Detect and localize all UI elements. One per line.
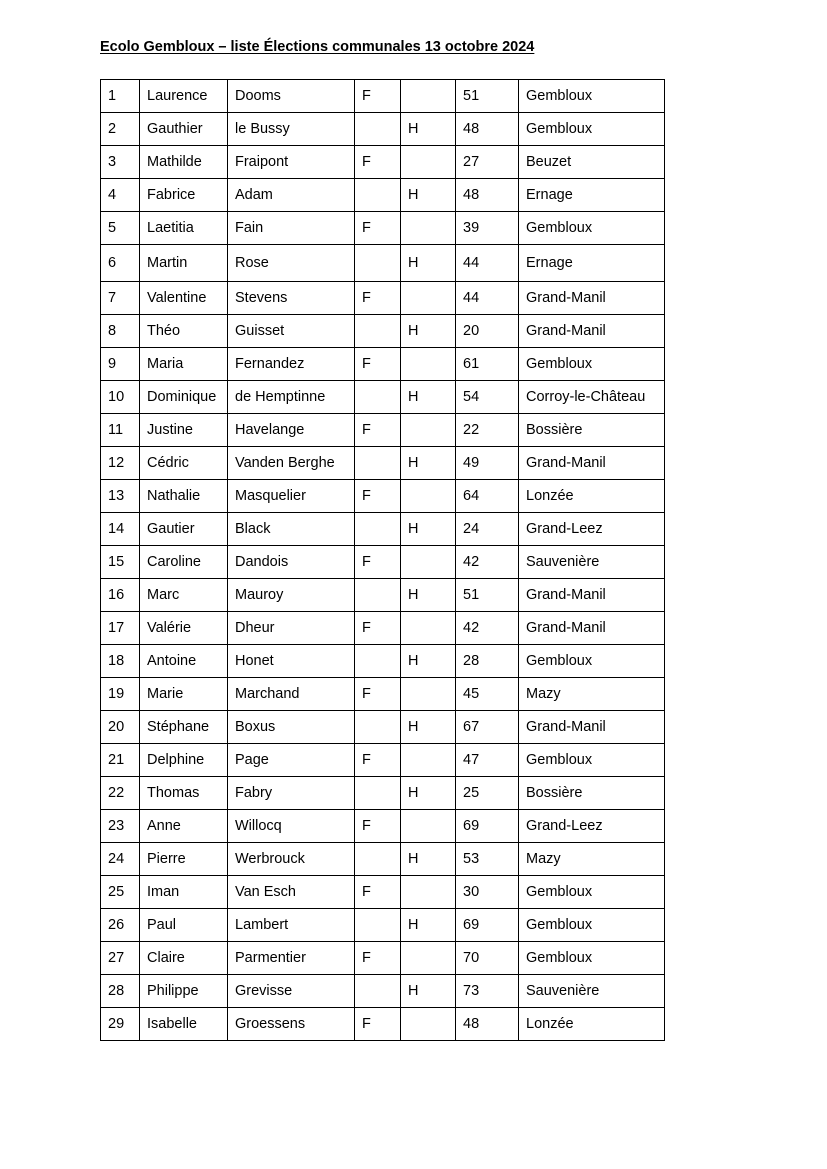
table-row <box>101 843 665 876</box>
gender-h-cell <box>401 612 456 645</box>
gender-h-cell: H <box>401 645 456 678</box>
town-cell: Gembloux <box>519 645 665 678</box>
table-row <box>101 315 665 348</box>
age-cell: 27 <box>456 146 519 179</box>
table-row <box>101 414 665 447</box>
table-row <box>101 546 665 579</box>
candidate-number-cell: 1 <box>101 80 140 113</box>
age-cell: 45 <box>456 678 519 711</box>
age-cell: 24 <box>456 513 519 546</box>
first-name-cell: Stéphane <box>140 711 228 744</box>
table-row <box>101 744 665 777</box>
gender-h-cell <box>401 480 456 513</box>
age-cell: 69 <box>456 810 519 843</box>
last-name-cell: Guisset <box>228 315 355 348</box>
page-title: Ecolo Gembloux – liste Élections communales 13 octobre 2024 <box>100 39 535 55</box>
table-row <box>101 513 665 546</box>
candidate-number-cell: 19 <box>101 678 140 711</box>
town-cell: Mazy <box>519 843 665 876</box>
last-name-cell: Adam <box>228 179 355 212</box>
age-cell: 64 <box>456 480 519 513</box>
gender-f-cell <box>355 315 401 348</box>
last-name-cell: Dooms <box>228 80 355 113</box>
age-cell: 67 <box>456 711 519 744</box>
age-cell: 42 <box>456 546 519 579</box>
gender-f-cell <box>355 711 401 744</box>
first-name-cell: Caroline <box>140 546 228 579</box>
table-row <box>101 179 665 212</box>
town-cell: Gembloux <box>519 744 665 777</box>
gender-f-cell: F <box>355 744 401 777</box>
last-name-cell: Mauroy <box>228 579 355 612</box>
last-name-cell: Fabry <box>228 777 355 810</box>
town-cell: Bossière <box>519 414 665 447</box>
gender-h-cell: H <box>401 513 456 546</box>
gender-h-cell: H <box>401 843 456 876</box>
first-name-cell: Valentine <box>140 282 228 315</box>
age-cell: 28 <box>456 645 519 678</box>
last-name-cell: Groessens <box>228 1008 355 1041</box>
town-cell: Ernage <box>519 179 665 212</box>
first-name-cell: Isabelle <box>140 1008 228 1041</box>
age-cell: 49 <box>456 447 519 480</box>
first-name-cell: Laetitia <box>140 212 228 245</box>
gender-f-cell <box>355 113 401 146</box>
gender-h-cell: H <box>401 179 456 212</box>
gender-h-cell: H <box>401 381 456 414</box>
table-row <box>101 612 665 645</box>
gender-h-cell: H <box>401 245 456 282</box>
town-cell: Bossière <box>519 777 665 810</box>
gender-f-cell: F <box>355 414 401 447</box>
first-name-cell: Marc <box>140 579 228 612</box>
town-cell: Grand-Manil <box>519 711 665 744</box>
last-name-cell: Willocq <box>228 810 355 843</box>
age-cell: 61 <box>456 348 519 381</box>
age-cell: 47 <box>456 744 519 777</box>
town-cell: Lonzée <box>519 1008 665 1041</box>
gender-h-cell: H <box>401 975 456 1008</box>
age-cell: 51 <box>456 579 519 612</box>
table-row <box>101 282 665 315</box>
age-cell: 42 <box>456 612 519 645</box>
last-name-cell: Vanden Berghe <box>228 447 355 480</box>
last-name-cell: de Hemptinne <box>228 381 355 414</box>
last-name-cell: Marchand <box>228 678 355 711</box>
age-cell: 44 <box>456 282 519 315</box>
gender-h-cell: H <box>401 909 456 942</box>
first-name-cell: Paul <box>140 909 228 942</box>
first-name-cell: Marie <box>140 678 228 711</box>
town-cell: Ernage <box>519 245 665 282</box>
table-row <box>101 579 665 612</box>
gender-h-cell <box>401 1008 456 1041</box>
last-name-cell: Black <box>228 513 355 546</box>
gender-h-cell: H <box>401 113 456 146</box>
last-name-cell: Werbrouck <box>228 843 355 876</box>
first-name-cell: Thomas <box>140 777 228 810</box>
candidate-number-cell: 16 <box>101 579 140 612</box>
last-name-cell: Boxus <box>228 711 355 744</box>
town-cell: Gembloux <box>519 113 665 146</box>
table-row <box>101 348 665 381</box>
table-row <box>101 80 665 113</box>
candidate-number-cell: 2 <box>101 113 140 146</box>
age-cell: 48 <box>456 179 519 212</box>
candidate-number-cell: 20 <box>101 711 140 744</box>
town-cell: Beuzet <box>519 146 665 179</box>
town-cell: Gembloux <box>519 909 665 942</box>
gender-h-cell <box>401 414 456 447</box>
gender-h-cell <box>401 80 456 113</box>
age-cell: 30 <box>456 876 519 909</box>
town-cell: Grand-Leez <box>519 810 665 843</box>
age-cell: 70 <box>456 942 519 975</box>
gender-f-cell: F <box>355 546 401 579</box>
gender-h-cell <box>401 348 456 381</box>
gender-h-cell: H <box>401 711 456 744</box>
table-row <box>101 480 665 513</box>
age-cell: 20 <box>456 315 519 348</box>
gender-h-cell <box>401 212 456 245</box>
town-cell: Lonzée <box>519 480 665 513</box>
town-cell: Gembloux <box>519 348 665 381</box>
age-cell: 69 <box>456 909 519 942</box>
table-row <box>101 909 665 942</box>
town-cell: Gembloux <box>519 212 665 245</box>
first-name-cell: Laurence <box>140 80 228 113</box>
candidate-number-cell: 23 <box>101 810 140 843</box>
gender-h-cell: H <box>401 447 456 480</box>
candidate-number-cell: 25 <box>101 876 140 909</box>
gender-f-cell: F <box>355 810 401 843</box>
first-name-cell: Philippe <box>140 975 228 1008</box>
table-row <box>101 711 665 744</box>
candidate-number-cell: 4 <box>101 179 140 212</box>
age-cell: 44 <box>456 245 519 282</box>
candidate-list-table <box>100 79 665 1041</box>
gender-f-cell <box>355 645 401 678</box>
last-name-cell: Masquelier <box>228 480 355 513</box>
first-name-cell: Iman <box>140 876 228 909</box>
gender-f-cell <box>355 245 401 282</box>
town-cell: Grand-Manil <box>519 282 665 315</box>
gender-f-cell <box>355 975 401 1008</box>
first-name-cell: Martin <box>140 245 228 282</box>
first-name-cell: Anne <box>140 810 228 843</box>
gender-f-cell <box>355 381 401 414</box>
first-name-cell: Mathilde <box>140 146 228 179</box>
candidate-number-cell: 13 <box>101 480 140 513</box>
first-name-cell: Fabrice <box>140 179 228 212</box>
town-cell: Mazy <box>519 678 665 711</box>
candidate-number-cell: 29 <box>101 1008 140 1041</box>
town-cell: Grand-Leez <box>519 513 665 546</box>
candidate-number-cell: 11 <box>101 414 140 447</box>
age-cell: 73 <box>456 975 519 1008</box>
candidate-number-cell: 26 <box>101 909 140 942</box>
gender-h-cell: H <box>401 777 456 810</box>
town-cell: Sauvenière <box>519 546 665 579</box>
table-row <box>101 245 665 282</box>
candidate-number-cell: 8 <box>101 315 140 348</box>
last-name-cell: Fernandez <box>228 348 355 381</box>
gender-f-cell <box>355 843 401 876</box>
gender-h-cell <box>401 942 456 975</box>
town-cell: Grand-Manil <box>519 315 665 348</box>
table-row <box>101 381 665 414</box>
last-name-cell: Van Esch <box>228 876 355 909</box>
gender-f-cell: F <box>355 876 401 909</box>
town-cell: Grand-Manil <box>519 447 665 480</box>
first-name-cell: Cédric <box>140 447 228 480</box>
gender-h-cell: H <box>401 579 456 612</box>
first-name-cell: Nathalie <box>140 480 228 513</box>
age-cell: 48 <box>456 1008 519 1041</box>
gender-f-cell: F <box>355 942 401 975</box>
candidate-number-cell: 12 <box>101 447 140 480</box>
last-name-cell: le Bussy <box>228 113 355 146</box>
candidate-rows <box>101 80 665 1041</box>
candidate-number-cell: 24 <box>101 843 140 876</box>
table-row <box>101 1008 665 1041</box>
table-row <box>101 678 665 711</box>
age-cell: 22 <box>456 414 519 447</box>
age-cell: 25 <box>456 777 519 810</box>
age-cell: 54 <box>456 381 519 414</box>
last-name-cell: Stevens <box>228 282 355 315</box>
gender-h-cell <box>401 546 456 579</box>
gender-h-cell <box>401 876 456 909</box>
gender-f-cell <box>355 579 401 612</box>
gender-h-cell <box>401 282 456 315</box>
first-name-cell: Théo <box>140 315 228 348</box>
gender-f-cell: F <box>355 678 401 711</box>
last-name-cell: Grevisse <box>228 975 355 1008</box>
first-name-cell: Valérie <box>140 612 228 645</box>
candidate-number-cell: 6 <box>101 245 140 282</box>
table-row <box>101 645 665 678</box>
town-cell: Gembloux <box>519 942 665 975</box>
candidate-number-cell: 15 <box>101 546 140 579</box>
table-row <box>101 876 665 909</box>
last-name-cell: Havelange <box>228 414 355 447</box>
candidate-number-cell: 17 <box>101 612 140 645</box>
gender-f-cell <box>355 447 401 480</box>
gender-f-cell: F <box>355 80 401 113</box>
table-row <box>101 146 665 179</box>
gender-f-cell <box>355 909 401 942</box>
candidate-number-cell: 9 <box>101 348 140 381</box>
gender-h-cell: H <box>401 315 456 348</box>
candidate-number-cell: 5 <box>101 212 140 245</box>
table-row <box>101 810 665 843</box>
last-name-cell: Rose <box>228 245 355 282</box>
first-name-cell: Dominique <box>140 381 228 414</box>
first-name-cell: Delphine <box>140 744 228 777</box>
gender-h-cell <box>401 810 456 843</box>
table-row <box>101 975 665 1008</box>
candidate-number-cell: 21 <box>101 744 140 777</box>
table-row <box>101 447 665 480</box>
gender-f-cell: F <box>355 480 401 513</box>
candidate-number-cell: 7 <box>101 282 140 315</box>
first-name-cell: Pierre <box>140 843 228 876</box>
candidate-number-cell: 18 <box>101 645 140 678</box>
first-name-cell: Claire <box>140 942 228 975</box>
gender-f-cell: F <box>355 282 401 315</box>
table-row <box>101 942 665 975</box>
town-cell: Gembloux <box>519 876 665 909</box>
gender-f-cell: F <box>355 1008 401 1041</box>
last-name-cell: Page <box>228 744 355 777</box>
town-cell: Sauvenière <box>519 975 665 1008</box>
town-cell: Corroy-le-Château <box>519 381 665 414</box>
gender-h-cell <box>401 744 456 777</box>
candidate-number-cell: 3 <box>101 146 140 179</box>
last-name-cell: Fain <box>228 212 355 245</box>
last-name-cell: Parmentier <box>228 942 355 975</box>
gender-h-cell <box>401 146 456 179</box>
first-name-cell: Gautier <box>140 513 228 546</box>
gender-f-cell: F <box>355 348 401 381</box>
candidate-number-cell: 10 <box>101 381 140 414</box>
table-row <box>101 212 665 245</box>
last-name-cell: Honet <box>228 645 355 678</box>
candidate-number-cell: 27 <box>101 942 140 975</box>
gender-h-cell <box>401 678 456 711</box>
age-cell: 51 <box>456 80 519 113</box>
last-name-cell: Dandois <box>228 546 355 579</box>
gender-f-cell: F <box>355 612 401 645</box>
table-row <box>101 777 665 810</box>
gender-f-cell <box>355 513 401 546</box>
first-name-cell: Antoine <box>140 645 228 678</box>
last-name-cell: Lambert <box>228 909 355 942</box>
age-cell: 53 <box>456 843 519 876</box>
gender-f-cell <box>355 777 401 810</box>
first-name-cell: Justine <box>140 414 228 447</box>
town-cell: Gembloux <box>519 80 665 113</box>
candidate-number-cell: 28 <box>101 975 140 1008</box>
town-cell: Grand-Manil <box>519 579 665 612</box>
candidate-number-cell: 14 <box>101 513 140 546</box>
first-name-cell: Gauthier <box>140 113 228 146</box>
gender-f-cell: F <box>355 212 401 245</box>
last-name-cell: Dheur <box>228 612 355 645</box>
town-cell: Grand-Manil <box>519 612 665 645</box>
table-row <box>101 113 665 146</box>
first-name-cell: Maria <box>140 348 228 381</box>
last-name-cell: Fraipont <box>228 146 355 179</box>
gender-f-cell: F <box>355 146 401 179</box>
candidate-number-cell: 22 <box>101 777 140 810</box>
gender-f-cell <box>355 179 401 212</box>
age-cell: 48 <box>456 113 519 146</box>
age-cell: 39 <box>456 212 519 245</box>
